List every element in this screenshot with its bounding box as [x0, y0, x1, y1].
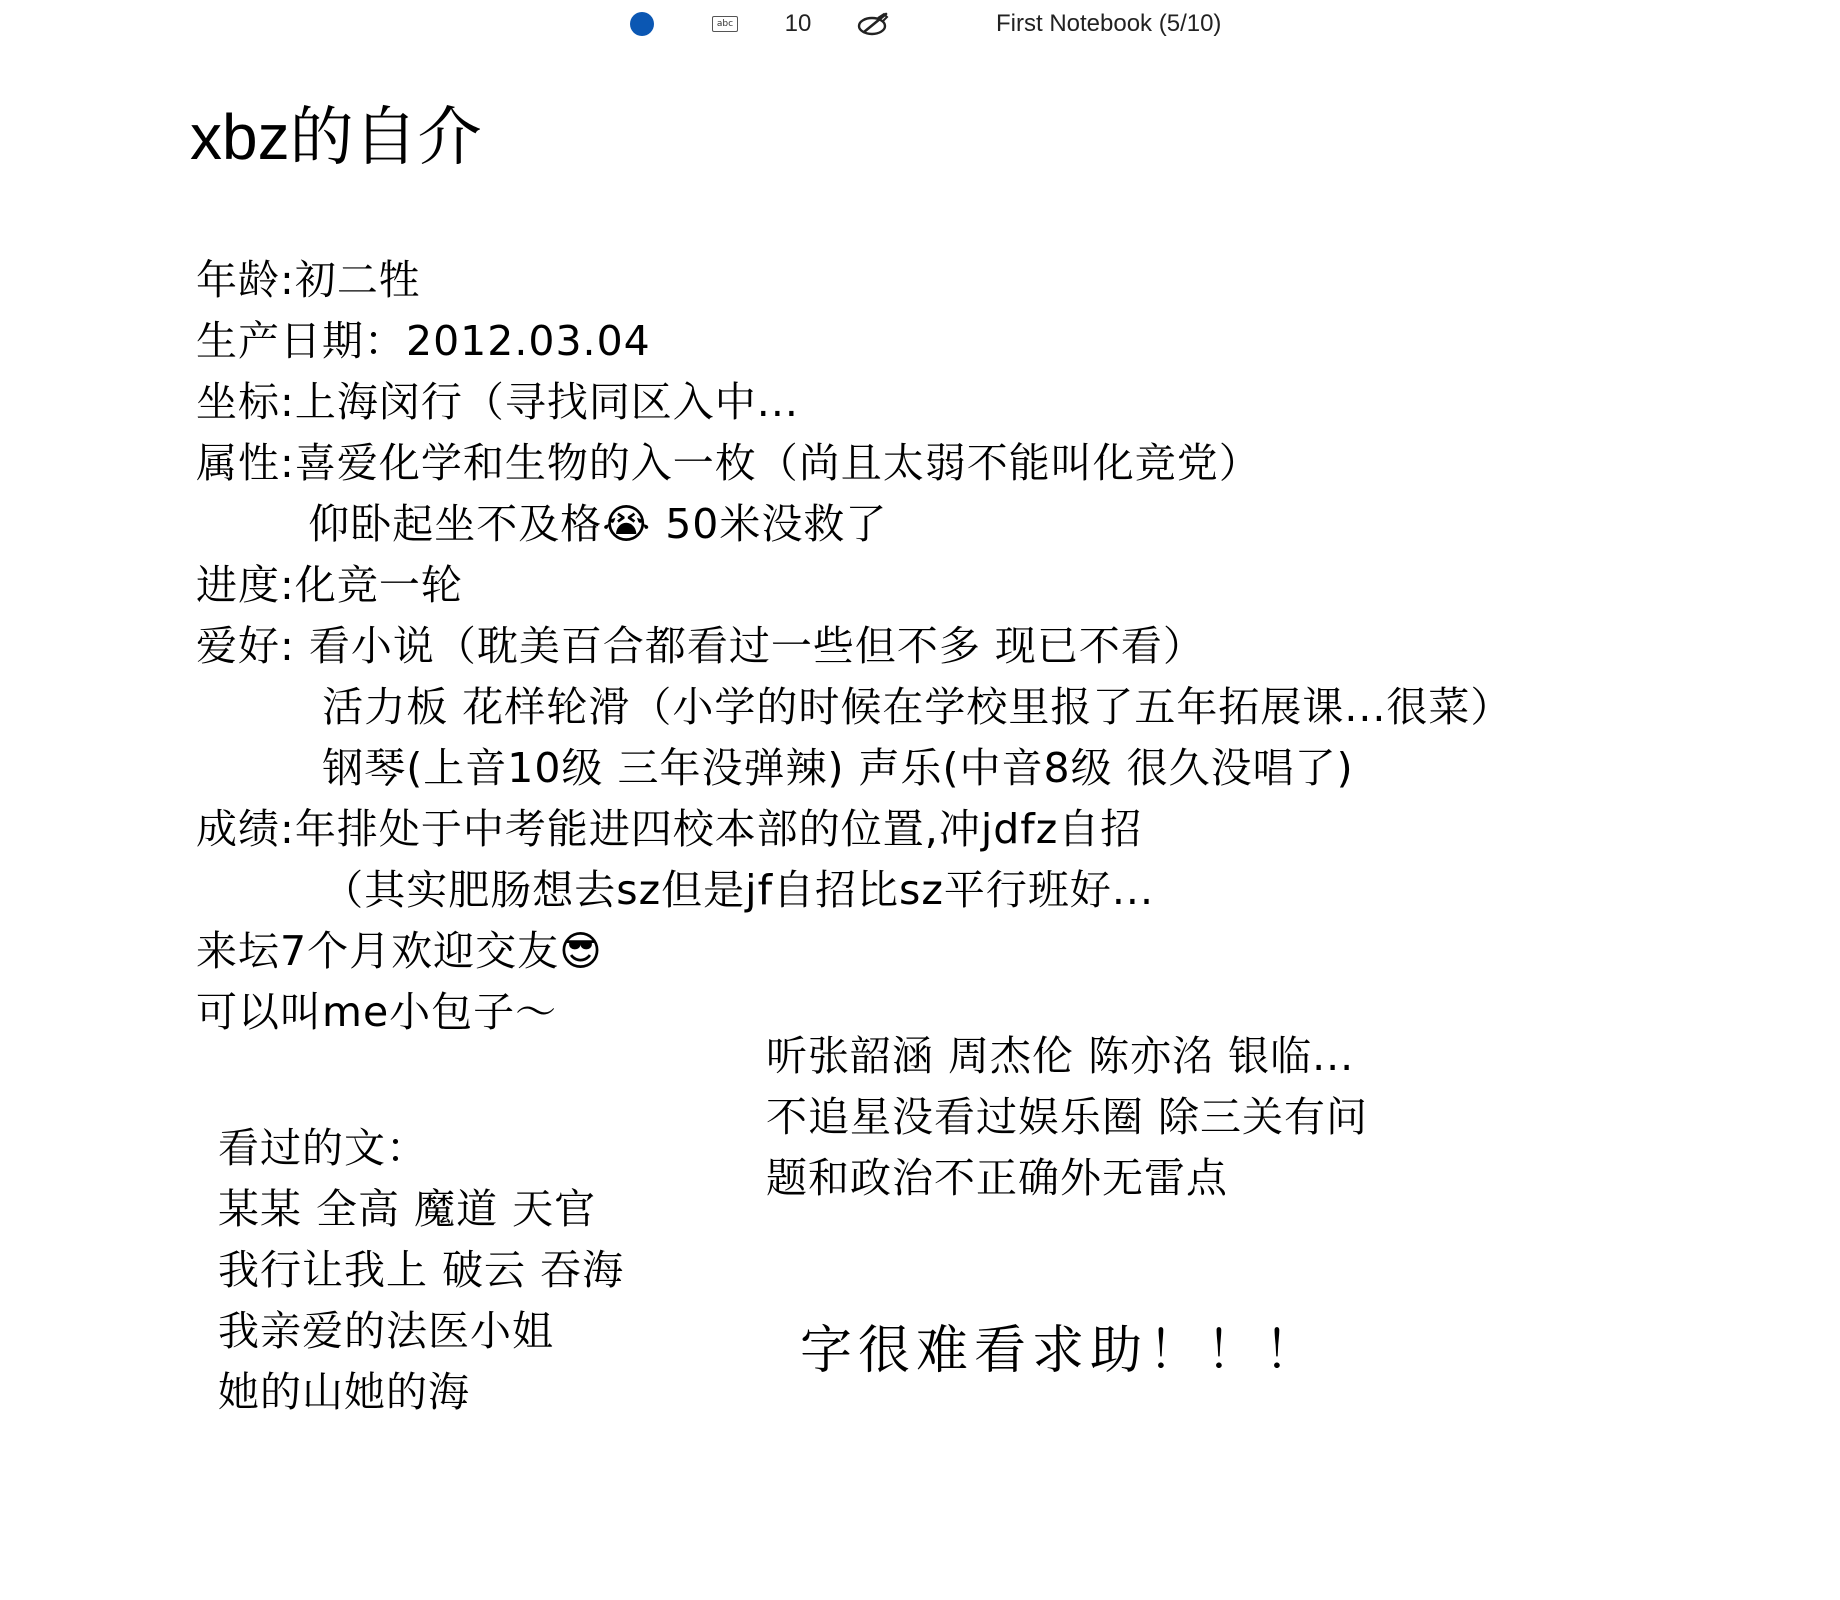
profile-line: 爱好: 看小说（耽美百合都看过一些但不多 现已不看） [196, 622, 1205, 670]
books-line: 我亲爱的法医小姐 [218, 1307, 554, 1355]
music-block [766, 1026, 1368, 1209]
profile-line: 活力板 花样轮滑（小学的时候在学校里报了五年拓展课...很菜） [196, 683, 1513, 731]
music-line: 听张韶涵 周杰伦 陈亦洺 银临... [766, 1032, 1355, 1080]
profile-block [196, 250, 1512, 1043]
profile-line: 年龄:初二牲 [196, 256, 421, 304]
profile-line: 坐标:上海闵行（寻找同区入中... [196, 378, 799, 426]
books-line: 某某 全高 魔道 天官 [218, 1185, 597, 1233]
music-line: 题和政治不正确外无雷点 [766, 1154, 1228, 1202]
text-tool-button[interactable] [710, 8, 740, 40]
music-line: 不追星没看过娱乐圈 除三关有问 [766, 1093, 1369, 1141]
text-tool-icon: abc [712, 16, 738, 32]
profile-line: 钢琴(上音10级 三年没弹辣) 声乐(中音8级 很久没唱了) [196, 744, 1354, 792]
profile-line: 生产日期：2012.03.04 [196, 317, 651, 365]
pen-toolbar [0, 0, 1840, 50]
note-title: xbz的自介 [190, 101, 482, 173]
profile-line: 进度:化竞一轮 [196, 561, 463, 609]
eraser-button[interactable] [854, 8, 894, 40]
profile-line: 仰卧起坐不及格😭 50米没救了 [196, 500, 888, 548]
pen-color-button[interactable] [628, 8, 656, 40]
profile-line: 可以叫me小包子～ [196, 988, 558, 1036]
profile-line: 属性:喜爱化学和生物的入一枚（尚且太弱不能叫化竞党） [196, 439, 1261, 487]
books-line: 我行让我上 破云 吞海 [218, 1246, 625, 1294]
pen-color-swatch [630, 12, 654, 36]
eraser-icon [856, 10, 892, 38]
books-line: 看过的文： [218, 1124, 428, 1172]
books-block [218, 1118, 624, 1423]
notebook-title[interactable]: First Notebook (5/10) [996, 10, 1222, 37]
stroke-size-value[interactable]: 10 [784, 10, 812, 37]
profile-line: 成绩:年排处于中考能进四校本部的位置,冲jdfz自招 [196, 805, 1143, 853]
books-line: 她的山她的海 [218, 1368, 470, 1416]
profile-line: （其实肥肠想去sz但是jf自招比sz平行班好... [196, 866, 1154, 914]
help-note: 字很难看求助！！！ [800, 1321, 1323, 1381]
profile-line: 来坛7个月欢迎交友😎 [196, 927, 603, 975]
